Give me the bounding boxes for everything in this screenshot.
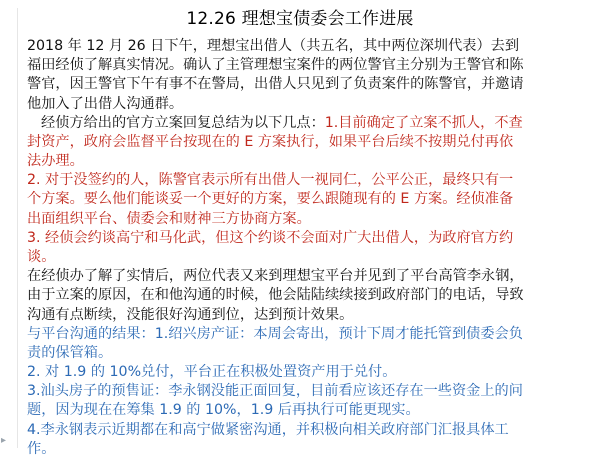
paragraph-1-line-2: 福田经侦了解真实情况。确认了主管理想宝案件的两位警官主分别为王警官和陈 bbox=[27, 57, 524, 74]
text-cursor-icon: ▸ bbox=[1, 435, 7, 446]
paragraph-1-line-4: 他加入了出借人沟通群。 bbox=[27, 95, 184, 112]
paragraph-2-line-2: 封资产，政府会监督平台按现在的 E 方案执行，如果平台后续不按期兑付再依 bbox=[27, 133, 514, 150]
paragraph-5-line-2: 由于立案的原因，在和他沟通的时候，他会陆陆续续接到政府部门的电话，导致 bbox=[27, 287, 524, 304]
paragraph-7-line-1: 2. 对 1.9 的 10%兑付，平台正在积极处置资产用于兑付。 bbox=[27, 364, 397, 381]
paragraph-9-line-1: 4.李永钢表示近期都在和高宁做紧密沟通，并积极向相关政府部门汇报具体工 bbox=[27, 421, 509, 438]
paragraph-2-line-1 bbox=[41, 114, 523, 133]
paragraph-1-line-3: 警官，因王警官下午有事不在警局，出借人只见到了负责案件的陈警官，并邀请 bbox=[27, 76, 524, 93]
paragraph-4-line-2: 谈。 bbox=[27, 249, 56, 265]
paragraph-9-line-2: 作。 bbox=[27, 440, 56, 457]
paragraph-2-point-1-start: 1.目前确定了立案不抓人，不查 bbox=[324, 114, 523, 131]
paragraph-1-line-1: 2018 年 12 月 26 日下午，理想宝出借人（共五名，其中两位深圳代表）去到 bbox=[27, 38, 520, 54]
paragraph-6-line-1: 与平台沟通的结果：1.绍兴房产证：本周会寄出，预计下周才能托管到债委会负 bbox=[27, 325, 523, 342]
paragraph-8-line-1: 3.汕头房子的预售证：李永钢没能正面回复，目前看应该还存在一些资金上的问 bbox=[27, 383, 523, 400]
paragraph-5-line-3: 沟通有点断续，没能很好沟通到位，达到预计效果。 bbox=[27, 306, 354, 323]
paragraph-5-line-1: 在经侦办了解了实情后，两位代表又来到理想宝平台并见到了平台高管李永钢， bbox=[27, 268, 524, 285]
margin-rule bbox=[17, 8, 18, 448]
paragraph-2-lead: 经侦方给出的官方立案回复总结为以下几点： bbox=[41, 114, 325, 131]
paragraph-3-line-2: 个方案。要么他们能谈妥一个更好的方案，要么跟随现有的 E 方案。经侦准备 bbox=[27, 191, 514, 208]
paragraph-2-line-3: 法办理。 bbox=[27, 153, 84, 170]
paragraph-8-line-2: 题，因为现在在筹集 1.9 的 10%，1.9 后再执行可能更现实。 bbox=[27, 402, 420, 419]
document-title: 12.26 理想宝债委会工作进展 bbox=[186, 9, 414, 29]
paragraph-3-line-3: 出面组织平台、债委会和财神三方协商方案。 bbox=[27, 210, 311, 227]
paragraph-6-line-2: 责的保管箱。 bbox=[27, 344, 113, 361]
paragraph-4-line-1: 3. 经侦会约谈高宁和马化武，但这个约谈不会面对广大出借人，为政府官方约 bbox=[27, 229, 514, 246]
paragraph-3-line-1: 2. 对于没签约的人，陈警官表示所有出借人一视同仁，公平公正，最终只有一 bbox=[27, 172, 514, 189]
